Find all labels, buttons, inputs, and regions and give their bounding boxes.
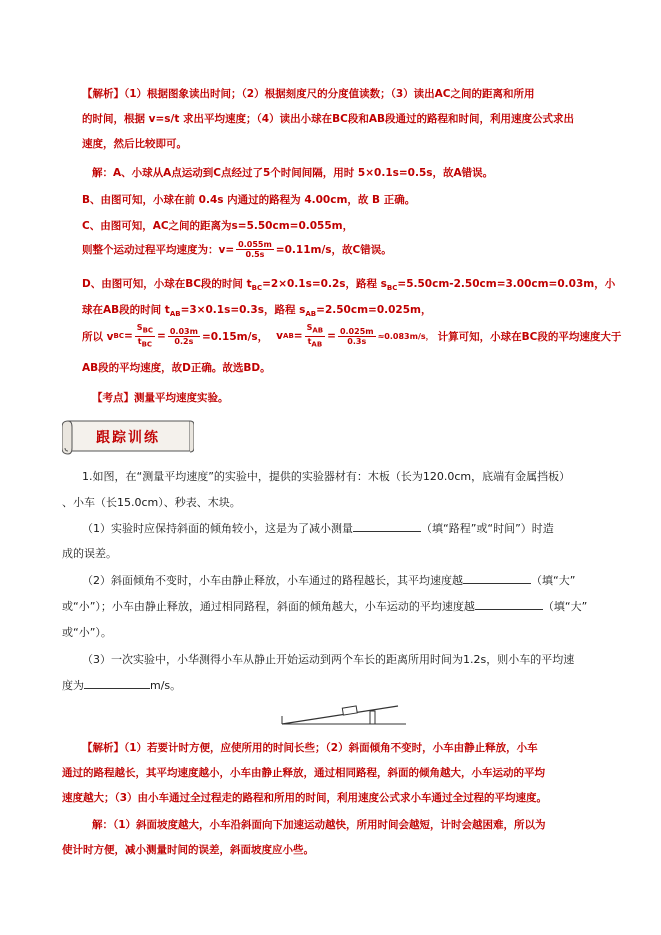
fraction-denominator: 0.2s xyxy=(174,336,194,346)
text: 所以 v xyxy=(82,330,114,343)
solution-c-formula xyxy=(82,240,392,259)
question-part-2-line-2 xyxy=(62,598,587,614)
subscript: BC xyxy=(142,326,154,335)
analysis-1-line-3: 速度，然后比较即可。 xyxy=(82,138,187,150)
subscript: AB xyxy=(283,332,294,341)
text: （填“大” xyxy=(531,574,576,587)
text: （2）斜面倾角不变时，小车由静止释放，小车通过的路程越长，其平均速度越 xyxy=(82,574,463,587)
solution-d-line-4: AB段的平均速度，故D正确。故选BD。 xyxy=(82,362,271,374)
fraction xyxy=(236,240,274,259)
solution-a: 解：A、小球从A点运动到C点经过了5个时间间隔，用时 5×0.1s=0.5s，故A错误。 xyxy=(92,167,494,179)
subscript: BC xyxy=(141,340,153,349)
text: t xyxy=(137,336,142,346)
cart xyxy=(342,706,357,715)
answer-blank xyxy=(463,573,531,584)
formula-prefix: 则整个运动过程平均速度为：v= xyxy=(82,244,235,256)
text: = xyxy=(327,330,336,343)
text: =2.50cm=0.025m， xyxy=(316,304,432,316)
answer-blank xyxy=(475,599,543,610)
analysis-tag: 【解析】 xyxy=(82,742,124,754)
text: 度为 xyxy=(62,679,84,692)
fraction-numerator: 0.055m xyxy=(238,240,272,249)
answer-blank xyxy=(84,678,150,689)
question-part-2-line-1 xyxy=(82,572,575,588)
subscript: AB xyxy=(311,340,323,349)
question-part-2-line-3: 或“小”）。 xyxy=(62,626,112,639)
question-part-1-line-1 xyxy=(82,520,554,536)
question-part-3-line-2 xyxy=(62,677,181,693)
analysis-2-line-2: 通过的路程越长，其平均速度越小，小车由静止释放，通过相同路程，斜面的倾角越大，小车运动的平均 xyxy=(62,767,545,779)
text: =0.15m/s， xyxy=(201,330,269,343)
analysis-1-line-2: 的时间，根据 v=s/t 求出平均速度；（4）读出小球在BC段和AB段通过的路程和时间，利用速度公式求出 xyxy=(82,113,574,125)
solution-2-line-2: 使计时方便，减小测量时间的误差，斜面坡度应小些。 xyxy=(62,844,314,856)
text: = xyxy=(123,330,133,343)
text: （1）实验时应保持斜面的倾角较小，这是为了减小测量 xyxy=(82,522,353,535)
answer-blank xyxy=(353,521,421,532)
text: 计算可知，小球在BC段的平均速度大于 xyxy=(437,330,622,343)
question-1-line-2: 、小车（长15.0cm）、秒表、木块。 xyxy=(62,496,241,509)
text: = xyxy=(293,330,303,343)
text: 球在AB段的时间 t xyxy=(82,304,170,316)
text: = xyxy=(157,330,166,343)
text: =3×0.1s=0.3s，路程 s xyxy=(180,304,306,316)
text: S xyxy=(136,323,143,332)
solution-d-line-1 xyxy=(82,276,615,292)
analysis-tag: 【解析】 xyxy=(82,88,124,100)
solution-c: C、由图可知，AC之间的距离为s=5.50cm=0.055m， xyxy=(82,220,354,232)
incline-diagram xyxy=(280,700,408,726)
incline-board xyxy=(282,706,398,724)
banner-title: 跟踪训练 xyxy=(96,430,160,446)
fraction-denominator xyxy=(306,337,325,350)
question-1-line-1: 1.如图，在“测量平均速度”的实验中，提供的实验器材有：木板（长为120.0cm，底端有金属挡板） xyxy=(82,470,571,483)
text: t xyxy=(307,336,312,346)
analysis-1-line-1 xyxy=(82,86,535,101)
question-part-1-line-2: 成的误差。 xyxy=(62,547,117,560)
text: 或“小”）；小车由静止释放，通过相同路程，斜面的倾角越大，小车运动的平均速度越 xyxy=(62,600,475,613)
subscript: AB xyxy=(312,326,324,335)
fraction-numerator xyxy=(305,323,326,337)
fraction xyxy=(338,327,376,346)
fraction xyxy=(135,323,155,349)
solution-d-formula xyxy=(82,323,621,349)
fraction-denominator: 0.5s xyxy=(245,250,265,259)
subscript: BC xyxy=(386,284,398,293)
fraction xyxy=(305,323,326,349)
analysis-2-line-3: 速度越大；（3）由小车通过全过程走的路程和所用的时间，利用速度公式求小车通过全过程的平均速度。 xyxy=(62,792,548,804)
text: D、由图可知，小球在BC段的时间 t xyxy=(82,278,252,290)
text: （填“大” xyxy=(542,600,588,613)
text: S xyxy=(306,323,313,332)
text: ≈0.083m/s， xyxy=(377,331,434,341)
section-banner xyxy=(62,418,194,456)
fraction-denominator xyxy=(136,337,154,350)
fraction-numerator: 0.025m xyxy=(339,326,374,336)
subscript: BC xyxy=(113,332,124,341)
solution-b: B、由图可知，小球在前 0.4s 内通过的路程为 4.00cm，故 B 正确。 xyxy=(82,194,416,206)
subscript: AB xyxy=(169,310,181,319)
fraction-numerator xyxy=(135,323,155,337)
fraction xyxy=(168,327,200,346)
analysis-text: （1）根据图象读出时间；（2）根据刻度尺的分度值读数；（3）读出AC之间的距离和所用 xyxy=(124,88,535,100)
fraction-numerator: 0.03m xyxy=(169,326,198,336)
question-part-3-line-1: （3）一次实验中，小华测得小车从静止开始运动到两个车长的距离所用时间为1.2s，则小车的平均速 xyxy=(82,653,575,666)
solution-2-line-1: 解：（1）斜面坡度越大，小车沿斜面向下加速运动越快，所用时间会越短，计时会越困难，所以为 xyxy=(92,819,546,831)
subscript: AB xyxy=(305,310,317,319)
kaodian: 【考点】测量平均速度实验。 xyxy=(92,392,229,404)
formula-suffix: =0.11m/s，故C错误。 xyxy=(275,244,392,256)
text: （填“路程”或“时间”）时造 xyxy=(421,522,554,535)
text: =5.50cm-2.50cm=3.00cm=0.03m，小 xyxy=(397,278,616,290)
fraction-denominator: 0.3s xyxy=(347,336,367,346)
solution-d-line-2 xyxy=(82,302,431,318)
wood-block xyxy=(370,711,375,724)
analysis-text: （1）若要计时方便，应使所用的时间长些；（2）斜面倾角不变时，小车由静止释放，小车 xyxy=(124,742,538,754)
text: m/s。 xyxy=(150,679,182,692)
analysis-2-line-1 xyxy=(82,740,538,755)
text: v xyxy=(276,330,284,343)
subscript: BC xyxy=(251,284,263,293)
text: =2×0.1s=0.2s，路程 s xyxy=(262,278,387,290)
